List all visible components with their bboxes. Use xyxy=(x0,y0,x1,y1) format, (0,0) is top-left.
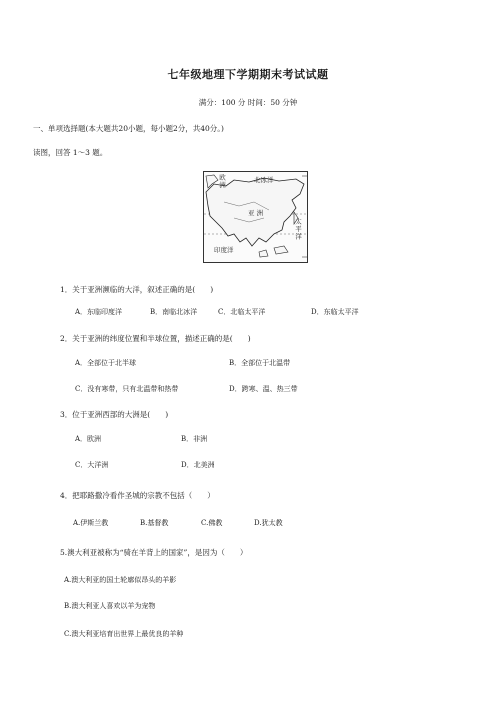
q2-option-b: B．全部位于北温带 xyxy=(229,359,291,367)
read-map-instruction: 读图，回答 1～3 题。 xyxy=(33,148,108,157)
q5-option-b: B.澳大利亚人喜欢以羊为宠物 xyxy=(64,602,156,610)
q1-option-d: D．东临太平洋 xyxy=(311,308,359,316)
island xyxy=(259,250,268,257)
q4-option-c: C.佛教 xyxy=(201,519,223,527)
island xyxy=(274,246,288,254)
map-label-europe: 欧洲 xyxy=(218,174,226,189)
score-time-line: 满分：100 分 时间：50 分钟 xyxy=(198,98,298,107)
map-label-pacific-ocean: 太平洋 xyxy=(294,218,302,241)
q1-option-b: B．南临北冰洋 xyxy=(150,308,198,316)
question-5: 5.澳大利亚被称为“骑在羊背上的国家”，是因为（ ） xyxy=(60,548,248,557)
question-2: 2．关于亚洲的纬度位置和半球位置，描述正确的是( ) xyxy=(60,334,251,343)
q1-option-a: A．东临印度洋 xyxy=(75,308,123,316)
q5-option-a: A.澳大利亚的国土轮廓似昂头的羊影 xyxy=(64,576,177,584)
page-title: 七年级地理下学期期末考试试题 xyxy=(167,68,329,81)
q2-option-a: A．全部位于北半球 xyxy=(75,359,137,367)
question-1: 1．关于亚洲濒临的大洋，叙述正确的是( ) xyxy=(60,285,214,294)
q4-option-b: B.基督教 xyxy=(140,519,169,527)
map-label-asia: 亚 洲 xyxy=(248,209,264,217)
q2-option-c: C．没有寒带，只有北温带和热带 xyxy=(75,385,179,393)
map-label-indian-ocean: 印度洋 xyxy=(214,246,234,254)
map-label-arctic-ocean: 北冰洋 xyxy=(254,176,274,184)
question-3: 3．位于亚洲西部的大洲是( ) xyxy=(60,410,169,419)
asia-map xyxy=(203,171,308,263)
q4-option-a: A.伊斯兰教 xyxy=(73,519,109,527)
q5-option-c: C.澳大利亚培育出世界上最优良的羊种 xyxy=(64,630,184,638)
q3-option-a: A．欧洲 xyxy=(75,435,102,443)
q3-option-c: C．大洋洲 xyxy=(75,461,109,469)
q3-option-b: B．非洲 xyxy=(181,435,208,443)
q2-option-d: D．跨寒、温、热三带 xyxy=(229,385,298,393)
q1-option-c: C．北临太平洋 xyxy=(218,308,266,316)
section-heading: 一、单项选择题(本大题共20小题，每小题2分，共40分。) xyxy=(33,124,224,133)
q4-option-d: D.犹太教 xyxy=(254,519,283,527)
q3-option-d: D．北美洲 xyxy=(181,461,215,469)
question-4: 4．把耶路撒冷看作圣城的宗教不包括（ ） xyxy=(60,491,215,500)
